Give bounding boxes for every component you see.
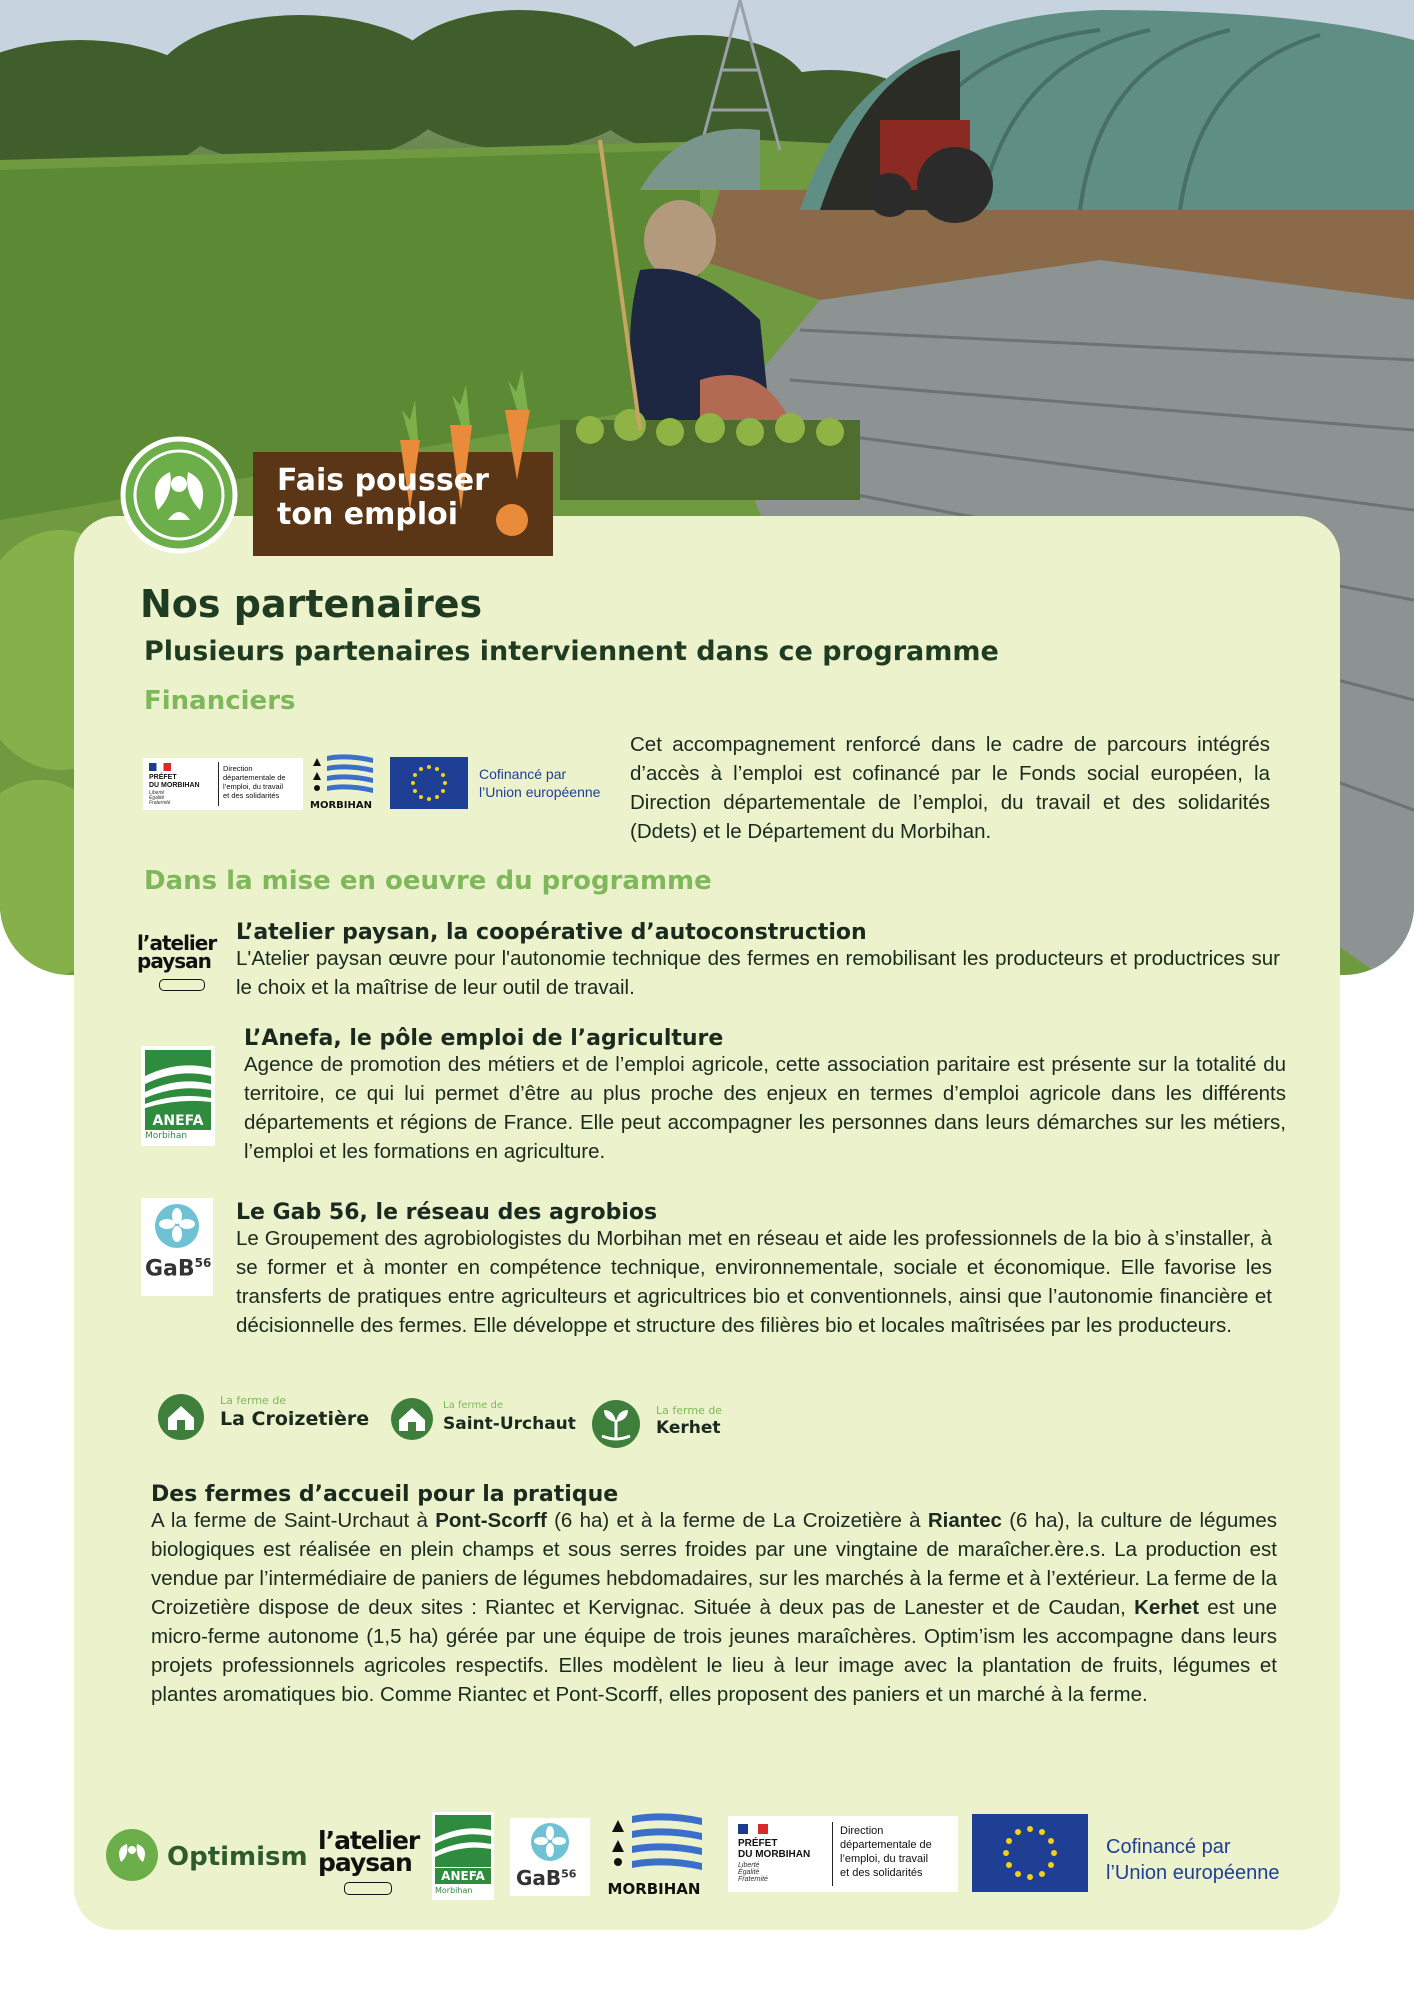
atelier-logo-line-2: paysan [137,949,211,973]
footer-prefet-logo [728,1816,958,1892]
ddets-line-3: l’emploi, du travail [223,782,284,791]
partner-1-title: L’atelier paysan, la coopérative d’autoconstruction [236,920,867,945]
badge-line-1: Fais pousser [277,463,489,498]
morbihan-logo [307,752,375,814]
anefa-logo [141,1046,215,1146]
prefet-ddets-logo [143,758,303,810]
atelier-logo-line-1: l’atelier [137,931,217,955]
prefet-line-3: Liberté [149,790,165,796]
prefet-line-4: Égalité [149,795,165,801]
footer-prefet-line-1: PRÉFET [738,1838,778,1849]
ddets-line-1: Direction [223,764,253,773]
farm-saint-urchaut-logo [389,1396,589,1448]
footer-prefet-line-3: Liberté [738,1862,760,1869]
badge-text [277,464,489,532]
footer-morbihan-label: MORBIHAN [607,1880,701,1898]
section-financiers-title: Financiers [144,686,296,716]
accueil-bold-kerhet: Kerhet [1134,1596,1200,1619]
accueil-text-3: (6 ha), la culture de légumes biologiques est réalisée en plein champs et sous serres froides par une vingtaine de maraîcher.ère.s. La production est vendue par l’intermédiaire de paniers de légumes hebdomadaires, sur les marchés à la ferme et à l’extérieur. La ferme de la Croizetière dispose de deux sites : Riantec et Kervignac. Située à deux pas de Lanester et de Caudan, [151,1509,1277,1619]
footer-ddets-line-1: Direction [840,1825,884,1837]
footer-anefa-label: ANEFA [435,1868,491,1884]
badge-line-2: ton emploi [277,497,459,532]
footer-atelier-line-1: l’atelier [318,1826,420,1855]
footer-eu-flag-icon [972,1814,1088,1892]
footer-eu-line-2: l’Union européenne [1106,1862,1280,1884]
page-subtitle: Plusieurs partenaires interviennent dans ce programme [144,636,999,667]
accueil-text-2: (6 ha) et à la ferme de La Croizetière à [546,1509,928,1532]
footer-anefa-sub: Morbihan [435,1886,473,1895]
footer-ddets-line-3: l’emploi, du travail [840,1853,929,1865]
farm-1-name: La Croizetière [220,1408,370,1430]
footer-optimism-logo [103,1826,308,1892]
optimism-footer-icon [103,1826,161,1884]
eu-line-2: l’Union européenne [479,784,601,800]
page-title: Nos partenaires [140,582,483,626]
footer-prefet-line-5: Fraternité [738,1876,768,1883]
footer-ddets-line-2: départementale de [840,1839,932,1851]
optimism-logo-icon [118,432,240,558]
footer-gab-icon [510,1818,590,1864]
morbihan-waves-icon [307,752,375,800]
anefa-fields-icon [141,1046,215,1116]
anefa-logo-label: ANEFA [145,1112,211,1130]
footer-eu-text [1106,1834,1279,1886]
prefet-line-2: DU MORBIHAN [149,782,200,789]
partner-1-text: L'Atelier paysan œuvre pour l'autonomie technique des fermes en remobilisant les producteurs et productrices sur le choix et la maîtrise de leur outil de travail. [236,947,1280,999]
ddets-line-4: et des solidarités [223,791,280,800]
morbihan-label: MORBIHAN [310,800,372,811]
gab-flower-icon [141,1198,213,1254]
farm-kerhet-logo [590,1398,740,1452]
farm-1-prefix: La ferme de [220,1394,287,1407]
kerhet-sprout-icon [590,1398,642,1450]
partner-2-title: L’Anefa, le pôle emploi de l’agriculture [244,1026,724,1051]
partner-2-text: Agence de promotion des métiers et de l’emploi agricole, cette association paritaire est présente sur la totalité du territoire, ce qui lui permet d’être au plus proche des enjeux en termes d’emploi agricole dans les différents départements et régions de France. Elle peut accompagner les personnes dans leurs démarches sur les métiers, l’emploi et les formations en agriculture. [244,1053,1286,1163]
accueil-text-1: A la ferme de Saint-Urchaut à [151,1509,436,1532]
partner-3-text: Le Groupement des agrobiologistes du Morbihan met en réseau et aide les professionnels de la bio à s’installer, à se former et à monter en compétence technique, environnementale, sociale et économique. Elle favorise les transferts de pratiques entre agriculteurs et agricultrices bio et conventionnels, ainsi que l’autonomie financière et décisionnelle des fermes. Elle développe et structure des filières bio et locales maîtrisées par les producteurs. [236,1227,1272,1337]
section-mise-en-oeuvre-title: Dans la mise en oeuvre du programme [144,866,712,896]
footer-gab-logo [510,1818,590,1896]
footer-atelier-logo [318,1816,420,1900]
gab-logo-number: 56 [194,1256,212,1270]
financiers-text: Cet accompagnement renforcé dans le cadre de parcours intégrés d’accès à l’emploi est cofinancé par le Fonds social européen, la Direction départementale de l’emploi, du travail et des solidarités (Ddets) et le Département du Morbihan. [630,733,1270,843]
footer-ddets-line-4: et des solidarités [840,1867,923,1879]
eu-flag-icon [390,757,468,809]
anefa-logo-sub: Morbihan [145,1131,188,1141]
croizetiere-house-icon [156,1392,206,1442]
footer-atelier-line-2: paysan [318,1848,412,1877]
gab56-logo [141,1198,213,1296]
footer-anefa-logo [432,1812,494,1900]
farm-3-prefix: La ferme de [656,1404,723,1417]
footer-french-flag-icon [738,1824,768,1834]
eu-cofinance-text [479,765,600,801]
footer-prefet-line-4: Égalité [738,1869,760,1876]
partner-3-title: Le Gab 56, le réseau des agrobios [236,1200,658,1225]
accueil-bold-pont-scorff: Pont-Scorff [435,1509,547,1532]
atelier-paysan-logo [137,924,221,996]
french-flag-icon [149,763,171,771]
footer-morbihan-logo [604,1810,704,1902]
ddets-line-2: départementale de [223,773,286,782]
eu-line-1: Cofinancé par [479,766,567,782]
gab-logo-label: GaB [145,1256,195,1282]
farm-3-name: Kerhet [656,1418,721,1438]
footer-eu-line-1: Cofinancé par [1106,1836,1231,1858]
footer-optimism-label: Optimism [167,1842,308,1872]
footer-prefet-line-2: DU MORBIHAN [738,1849,811,1860]
farm-2-prefix: La ferme de [443,1400,504,1411]
cc-license-icon [159,979,205,991]
accueil-bold-riantec: Riantec [927,1509,1002,1532]
footer-gab-label: GaB [516,1866,562,1890]
prefet-line-1: PRÉFET [149,774,177,781]
accueil-text-4: est une micro-ferme autonome (1,5 ha) gérée par une équipe de trois jeunes maraîchères. Optim’ism les accompagne dans leurs projets professionnels agricoles respectifs. Elles modèlent le lieu à leur image avec la plantation de fruits, légumes et plantes aromatiques bio. Comme Riantec et Pont-Scorff, elles proposent des paniers et un marché à la ferme. [151,1596,1277,1706]
prefet-line-5: Fraternité [149,800,171,806]
farm-2-name: Saint-Urchaut [443,1414,576,1434]
accueil-title: Des fermes d’accueil pour la pratique [151,1482,619,1507]
footer-cc-icon [344,1882,392,1895]
farm-croizetiere-logo [156,1392,386,1446]
footer-gab-number: 56 [561,1867,577,1881]
saint-urchaut-house-icon [389,1396,435,1442]
footer-anefa-icon [432,1812,494,1870]
footer-morbihan-waves-icon [604,1810,704,1880]
accueil-text [151,1506,1277,1709]
